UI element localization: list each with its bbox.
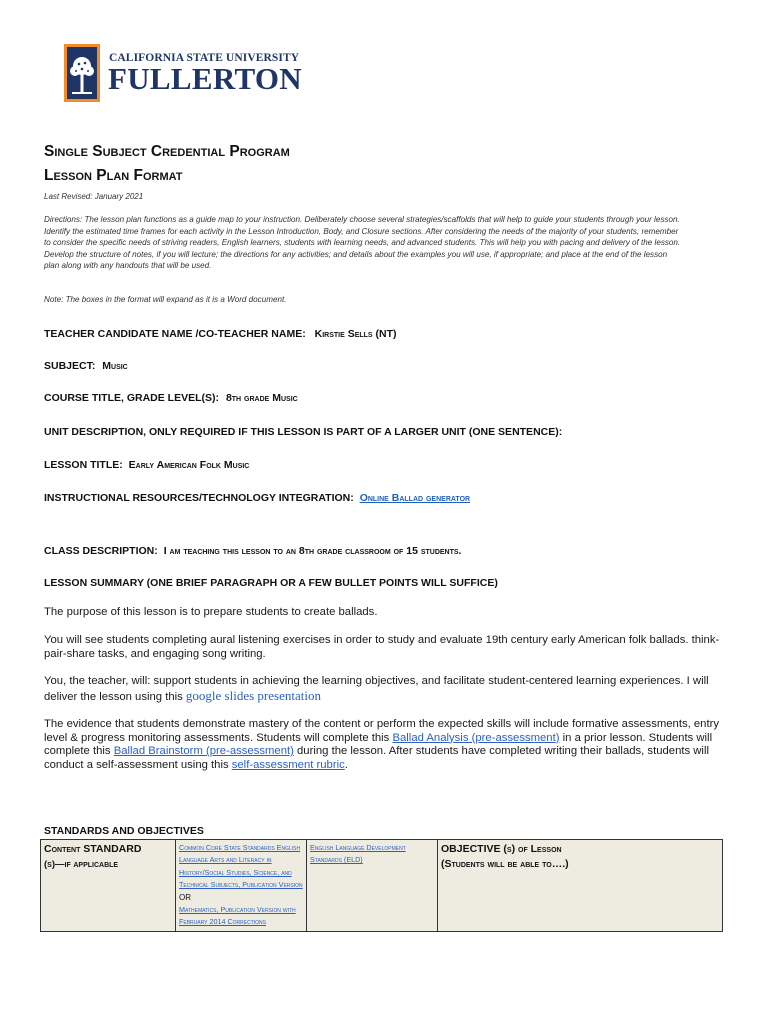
objective-sub: (Students will be able to….) bbox=[441, 858, 569, 870]
ballad-brainstorm-link[interactable]: Ballad Brainstorm (pre-assessment) bbox=[113, 745, 294, 758]
note-text: Note: The boxes in the format will expand as it is a Word document. bbox=[44, 295, 287, 304]
csuf-logo bbox=[64, 44, 302, 104]
standards-table bbox=[40, 839, 723, 932]
unit-label: UNIT DESCRIPTION, ONLY REQUIRED IF THIS LESSON IS PART OF A LARGER UNIT (ONE SENTENCE): bbox=[44, 426, 563, 438]
common-core-link[interactable]: Common Core State Standards English Language Arts and Literacy in History/Social Studies, Science, and Technical Subjects, Publication Version bbox=[179, 843, 303, 890]
evidence-text-b: in a prior lesson. Students will complete this bbox=[44, 731, 713, 758]
subject-value: Music bbox=[102, 360, 128, 372]
ballad-generator-link[interactable]: Online Ballad generator bbox=[359, 492, 471, 504]
objective-label: OBJECTIVE (s) of Lesson bbox=[441, 843, 562, 855]
summary-purpose: The purpose of this lesson is to prepare students to create ballads. bbox=[44, 606, 378, 618]
content-standard-sub: (s)—if applicable bbox=[44, 859, 119, 870]
program-title: Single Subject Credential Program bbox=[44, 143, 290, 160]
evidence-text-d: . bbox=[344, 758, 348, 771]
course-value: 8th grade Music bbox=[225, 392, 298, 404]
lesson-title-label: LESSON TITLE: bbox=[44, 459, 123, 471]
common-core-cell bbox=[176, 840, 307, 932]
lesson-title-value: Early American Folk Music bbox=[128, 459, 250, 471]
course-field bbox=[44, 392, 298, 404]
evidence-text-c: during the lesson. After students have completed writing their ballads, students will conduct a self-assessment using this bbox=[44, 745, 709, 771]
course-label: COURSE TITLE, GRADE LEVEL(S): bbox=[44, 392, 220, 404]
class-description-label: CLASS DESCRIPTION: bbox=[44, 545, 158, 557]
self-assessment-rubric-link[interactable]: self-assessment rubric bbox=[231, 758, 345, 771]
evidence-text-a: The evidence that students demonstrate mastery of the content or perform the expected skills will include formative assessments, entry level & progress monitoring assessments. Students will complete this bbox=[44, 718, 719, 744]
eld-standards-link[interactable]: English Language Development Standards (ELD) bbox=[310, 843, 406, 865]
lesson-title-field bbox=[44, 459, 249, 471]
teacher-value: Kirstie Sells (NT) bbox=[314, 328, 397, 340]
resources-field bbox=[44, 492, 470, 504]
summary-teacher-text: You, the teacher, will: support students in achieving the learning objectives, and facilitate student-centered learning experiences. I will deliver the lesson using this bbox=[44, 675, 709, 703]
teacher-label: TEACHER CANDIDATE NAME /CO-TEACHER NAME: bbox=[44, 328, 306, 340]
content-standard-cell bbox=[41, 840, 176, 932]
format-title: Lesson Plan Format bbox=[44, 167, 183, 184]
summary-teacher bbox=[44, 675, 724, 704]
eld-cell bbox=[307, 840, 438, 932]
ballad-analysis-link[interactable]: Ballad Analysis (pre-assessment) bbox=[392, 731, 560, 744]
class-description-field bbox=[44, 545, 461, 557]
lesson-summary-label: LESSON SUMMARY (ONE BRIEF PARAGRAPH OR A FEW BULLET POINTS WILL SUFFICE) bbox=[44, 577, 498, 589]
campus-name: FULLERTON bbox=[108, 61, 302, 96]
directions-text: Directions: The lesson plan functions as a guide map to your instruction. Deliberately choose several strategies/scaffolds that will help to guide your students through your lesson. Identify the estimated time frames for each activity in the Lesson Introduction, Body, and Closure sections. After considering the needs of the majority of your students, remember to consider the specific needs of striving readers, English learners, students with learning needs, and advanced students. This will help you with pacing and delivery of the lesson. Develop the structure of notes, if you will lecture; the directions for any activities; and details about the examples you will use, if appropriate; and place at the end of the lesson plan along with any handouts that will be used. bbox=[44, 215, 681, 271]
teacher-field bbox=[44, 328, 397, 340]
university-name: CALIFORNIA STATE UNIVERSITY bbox=[109, 52, 300, 64]
resources-label: INSTRUCTIONAL RESOURCES/TECHNOLOGY INTEGRATION: bbox=[44, 492, 354, 504]
objective-cell bbox=[438, 840, 723, 932]
google-slides-link[interactable]: google slides presentation bbox=[185, 687, 321, 703]
mathematics-link[interactable]: Mathematics, Publication Version with February 2014 Corrections bbox=[179, 905, 296, 927]
summary-evidence bbox=[44, 718, 724, 772]
university-seal-icon bbox=[64, 44, 100, 102]
subject-label: SUBJECT: bbox=[44, 360, 96, 372]
summary-activities: You will see students completing aural listening exercises in order to study and evaluate 19th century early American folk ballads. think-pair-share tasks, and engaging song writing. bbox=[44, 634, 720, 660]
or-label: OR bbox=[179, 892, 191, 902]
subject-field bbox=[44, 360, 128, 372]
class-description-value: I am teaching this lesson to an 8th grade classroom of 15 students. bbox=[163, 545, 462, 557]
table-row bbox=[41, 840, 723, 932]
last-revised: Last Revised: January 2021 bbox=[44, 192, 144, 201]
standards-heading: STANDARDS AND OBJECTIVES bbox=[44, 825, 204, 837]
content-standard-label: Content STANDARD bbox=[44, 843, 142, 855]
